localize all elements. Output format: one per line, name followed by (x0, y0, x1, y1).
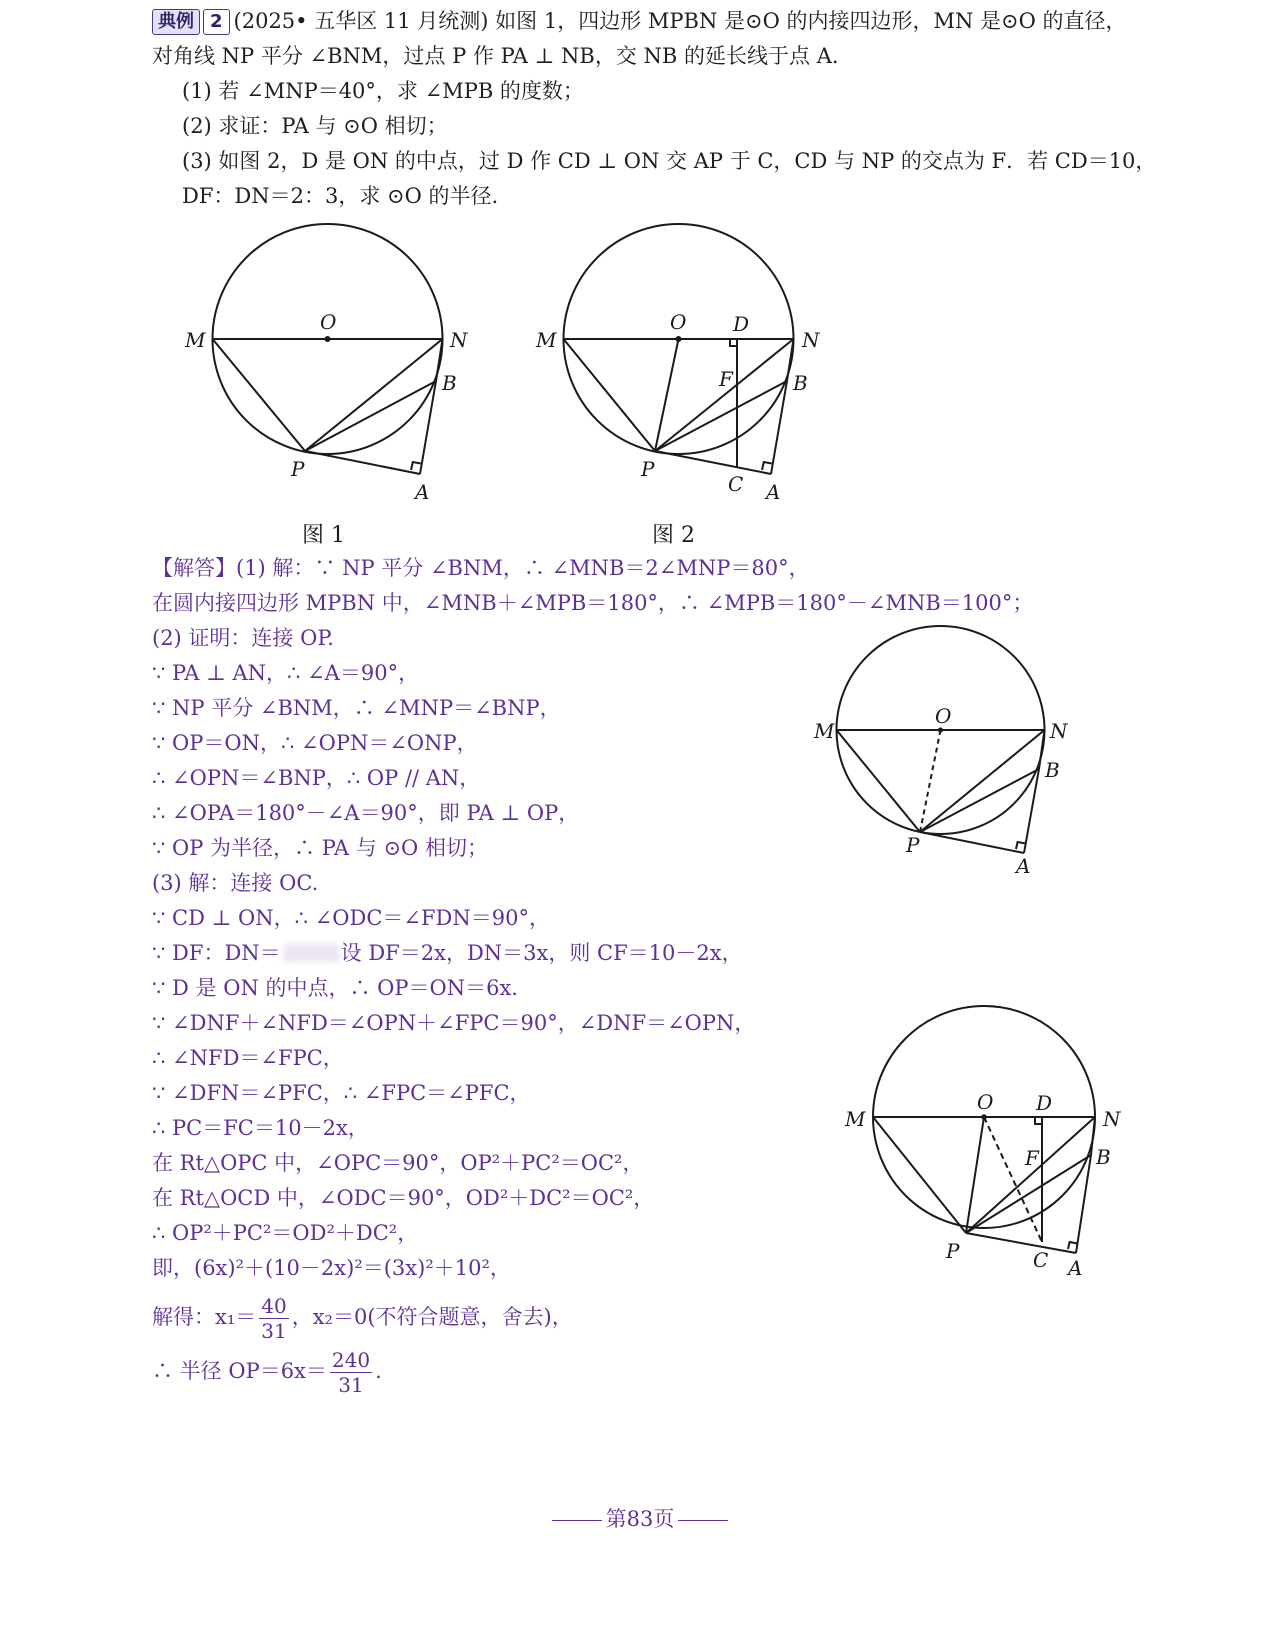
label-n: N (1103, 1107, 1121, 1131)
label-a: A (415, 480, 430, 504)
solution-line-9: ∵ OP 为半径，∴ PA 与 ⊙O 相切； (152, 836, 488, 860)
center-dot (981, 1114, 987, 1120)
label-p: P (946, 1239, 960, 1263)
label-m: M (536, 328, 557, 352)
solution-line-22-b: ，x₂＝0(不符合题意，舍去)， (291, 1305, 573, 1329)
solution-line-11: ∵ CD ⊥ ON，∴ ∠ODC＝∠FDN＝90°， (152, 906, 550, 930)
label-m: M (845, 1107, 866, 1131)
label-b: B (442, 371, 457, 395)
label-p: P (906, 833, 920, 857)
example-tag: 典例 (152, 9, 200, 35)
problem-line-1: (2025• 五华区 11 月统测) 如图 1，四边形 MPBN 是⊙O 的内接四边形，MN 是⊙O 的直径， (233, 9, 1127, 33)
label-c: C (728, 472, 744, 496)
solution-line-5: ∵ NP 平分 ∠BNM，∴ ∠MNP＝∠BNP， (152, 696, 561, 720)
label-o: O (977, 1090, 994, 1114)
label-m: M (814, 719, 835, 743)
segment-nb (1091, 1117, 1095, 1155)
label-b: B (1096, 1145, 1111, 1169)
label-b: B (793, 371, 808, 395)
figure-1-caption: 图 1 (302, 523, 345, 548)
segment-mp (873, 1117, 966, 1233)
problem-part-1: (1) 若 ∠MNP＝40°，求 ∠MPB 的度数； (182, 79, 584, 103)
problem-part-3-line-1: (3) 如图 2，D 是 ON 的中点，过 D 作 CD ⊥ ON 交 AP 于 C，CD 与 NP 的交点为 F．若 CD＝10， (182, 149, 1157, 173)
label-a: A (1016, 854, 1031, 878)
label-o: O (935, 704, 952, 728)
fraction-radius-denominator: 31 (338, 1373, 364, 1397)
solution-line-19: 在 Rt△OCD 中，∠ODC＝90°，OD²＋DC²＝OC²， (152, 1186, 655, 1210)
solution-line-8: ∴ ∠OPA＝180°－∠A＝90°，即 PA ⊥ OP， (152, 801, 580, 825)
problem-part-2: (2) 求证：PA 与 ⊙O 相切； (182, 114, 448, 138)
segment-ba (1076, 1155, 1091, 1253)
label-c: C (1033, 1248, 1049, 1272)
example-number: 2 (203, 9, 230, 35)
footer-rule-left (552, 1520, 602, 1521)
solution-line-20: ∴ OP²＋PC²＝OD²＋DC²， (152, 1221, 419, 1245)
label-n: N (802, 328, 820, 352)
label-m: M (185, 328, 206, 352)
fraction-radius-numerator: 240 (331, 1348, 371, 1372)
right-angle-mark-d (1035, 1117, 1042, 1124)
problem-part-3-line-2: DF：DN＝2：3，求 ⊙O 的半径. (182, 184, 499, 208)
segment-pa (966, 1233, 1076, 1253)
solution-line-23-a: ∴ 半径 OP＝6x＝ (152, 1359, 327, 1383)
solution-line-18: 在 Rt△OPC 中，∠OPC＝90°，OP²＋PC²＝OC²， (152, 1151, 644, 1175)
label-n: N (450, 328, 468, 352)
label-p: P (291, 457, 305, 481)
solution-line-7: ∴ ∠OPN＝∠BNP，∴ OP // AN， (152, 766, 481, 790)
solution-line-2: 在圆内接四边形 MPBN 中，∠MNB＋∠MPB＝180°，∴ ∠MPB＝180°－∠MNB＝100°； (152, 591, 1034, 615)
solution-line-23-b: . (375, 1359, 382, 1383)
solution-line-14: ∵ ∠DNF＋∠NFD＝∠OPN＋∠FPC＝90°，∠DNF＝∠OPN， (152, 1011, 756, 1035)
figure-2-caption: 图 2 (652, 523, 695, 548)
solution-line-21: 即，(6x)²＋(10－2x)²＝(3x)²＋10²， (152, 1256, 511, 1280)
fraction-x1-denominator: 31 (261, 1319, 287, 1343)
label-f: F (719, 367, 733, 391)
fraction-x1-numerator: 40 (261, 1294, 287, 1318)
label-o: O (670, 310, 687, 334)
solution-line-10: (3) 解：连接 OC. (152, 871, 319, 895)
label-n: N (1050, 719, 1068, 743)
right-angle-mark-a (1068, 1242, 1077, 1249)
solution-line-4: ∵ PA ⊥ AN，∴ ∠A＝90°， (152, 661, 420, 685)
solution-line-1: 【解答】(1) 解：∵ NP 平分 ∠BNM，∴ ∠MNB＝2∠MNP＝80°， (152, 556, 810, 580)
problem-line-2: 对角线 NP 平分 ∠BNM，过点 P 作 PA ⊥ NB，交 NB 的延长线于点 A. (152, 44, 839, 68)
label-d: D (733, 312, 750, 336)
segment-op (966, 1117, 984, 1233)
page-footer (0, 1503, 1280, 1533)
solution-line-12-b: 设 DF＝2x，DN＝3x，则 CF＝10－2x， (340, 941, 743, 965)
page-number: 第83页 (605, 1507, 675, 1531)
solution-line-6: ∵ OP＝ON，∴ ∠OPN＝∠ONP， (152, 731, 478, 755)
label-d: D (1036, 1091, 1053, 1115)
label-p: P (641, 457, 655, 481)
solution-line-15: ∴ ∠NFD＝∠FPC， (152, 1046, 344, 1070)
label-f: F (1025, 1146, 1039, 1170)
solution-line-22-a: 解得：x₁＝ (152, 1305, 257, 1329)
solution-line-13: ∵ D 是 ON 的中点，∴ OP＝ON＝6x. (152, 976, 518, 1000)
solution-line-16: ∵ ∠DFN＝∠PFC，∴ ∠FPC＝∠PFC， (152, 1081, 531, 1105)
solution-line-12-a: ∵ DF：DN＝ (152, 941, 281, 965)
label-a: A (766, 480, 781, 504)
label-o: O (320, 310, 337, 334)
segment-np (966, 1117, 1095, 1233)
label-a: A (1068, 1256, 1083, 1280)
solution-line-17: ∴ PC＝FC＝10－2x， (152, 1116, 369, 1140)
solution-line-3: (2) 证明：连接 OP. (152, 626, 334, 650)
footer-rule-right (678, 1520, 728, 1521)
label-b: B (1045, 758, 1060, 782)
